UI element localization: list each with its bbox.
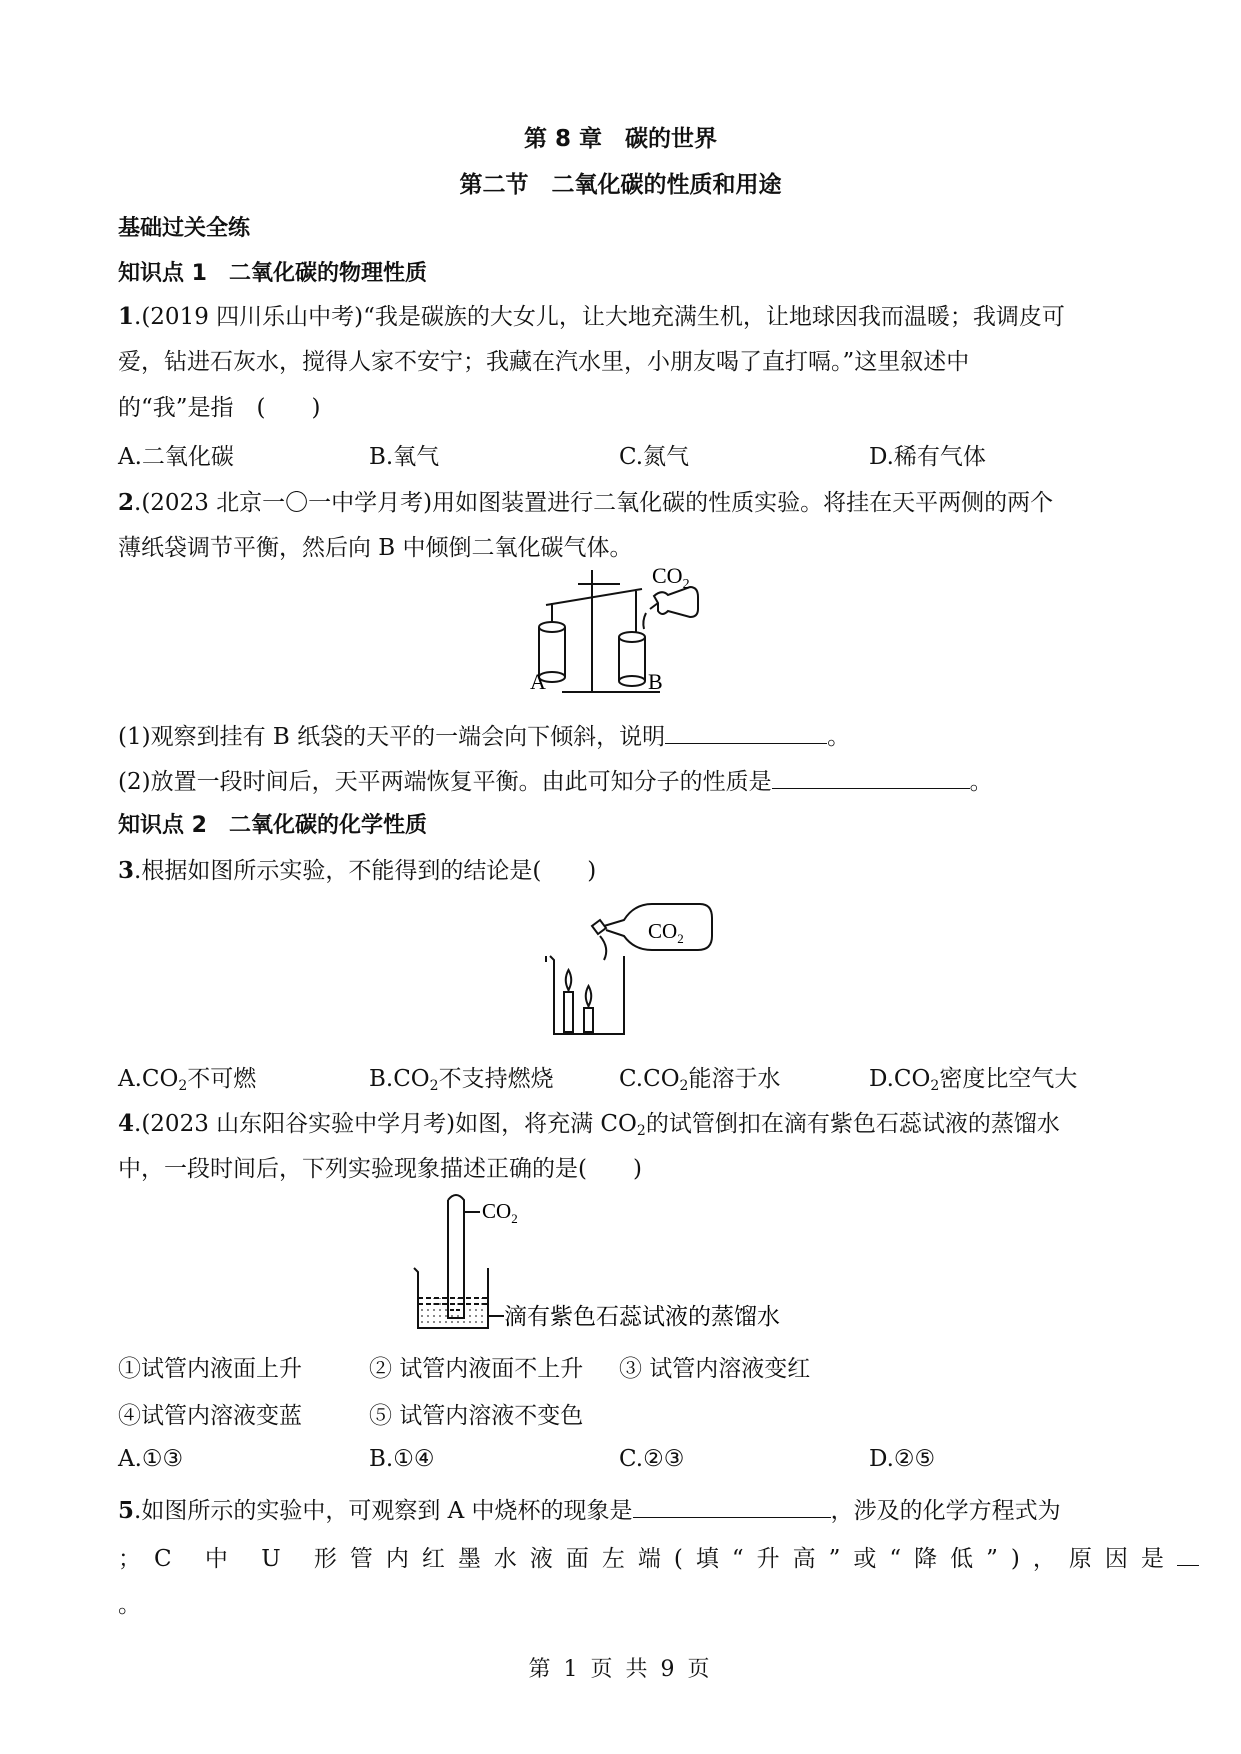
q4-items-row1 xyxy=(0,1350,1241,1380)
q1-option-b[interactable]: B.氧气 xyxy=(369,444,440,470)
q4-option-b[interactable]: B.①④ xyxy=(369,1446,435,1472)
q4-item-5: ⑤ 试管内溶液不变色 xyxy=(369,1403,584,1429)
q4-item-3: ③ 试管内溶液变红 xyxy=(619,1356,811,1382)
practice-title: 基础过关全练 xyxy=(118,216,251,241)
q4-option-c[interactable]: C.②③ xyxy=(619,1446,685,1472)
q3-options xyxy=(0,1060,1241,1094)
q2-sub2-blank[interactable] xyxy=(772,768,970,789)
q3-candle-figure xyxy=(540,896,720,1041)
q3-option-b[interactable]: $B.CO_2$不支持燃烧 xyxy=(369,1066,554,1094)
q1-line2: 爱，钻进石灰水，搅得人家不安宁；我藏在汽水里，小朋友喝了直打嗝。”这里叙述中 xyxy=(118,349,970,375)
q1-options xyxy=(0,438,1241,468)
q5-line2: ；C 中 U 形管内红墨水液面左端(填“升高”或“降低”)，原因是 xyxy=(118,1540,1199,1573)
q4-item-4: ④试管内溶液变蓝 xyxy=(118,1403,302,1429)
q2-line1: 2.(2023 北京一〇一中学月考)用如图装置进行二氧化碳的性质实验。将挂在天平两侧的两个 xyxy=(118,489,1054,516)
chapter-title: 第 8 章 碳的世界 xyxy=(523,126,718,152)
q2-label-a: A xyxy=(530,669,546,694)
q1-option-d[interactable]: D.稀有气体 xyxy=(869,444,986,470)
q4-option-d[interactable]: D.②⑤ xyxy=(869,1446,936,1472)
q2-co2-label: $CO_2$ xyxy=(652,565,690,592)
q4-item-2: ② 试管内液面不上升 xyxy=(369,1356,584,1382)
page-footer: 第 1 页 共 9 页 xyxy=(528,1657,713,1682)
q3-line1: 3.根据如图所示实验，不能得到的结论是( ) xyxy=(118,857,597,884)
section-title: 第二节 二氧化碳的性质和用途 xyxy=(459,172,782,198)
q1-line1: 1.(2019 四川乐山中考)“我是碳族的大女儿，让大地充满生机，让地球因我而温暖；我调皮可 xyxy=(118,303,1065,330)
q4-option-a[interactable]: A.①③ xyxy=(118,1446,184,1472)
q5-blank-1[interactable] xyxy=(633,1497,831,1518)
q1-line3: 的“我”是指 ( ) xyxy=(118,395,321,421)
q2-sub1-blank[interactable] xyxy=(665,723,827,744)
q4-items-row2 xyxy=(0,1397,1241,1427)
q2-sub2: (2)放置一段时间后，天平两端恢复平衡。由此可知分子的性质是 。 xyxy=(118,769,993,795)
q4-co2-label: $CO_2$ xyxy=(482,1199,518,1226)
q4-line2: 中，一段时间后，下列实验现象描述正确的是( ) xyxy=(118,1156,642,1182)
knowledge-point-1: 知识点 1 二氧化碳的物理性质 xyxy=(118,261,427,286)
q1-option-a[interactable]: A.二氧化碳 xyxy=(118,444,234,470)
q2-line2: 薄纸袋调节平衡，然后向 B 中倾倒二氧化碳气体。 xyxy=(118,535,633,561)
q5-blank-2[interactable] xyxy=(1177,1545,1199,1566)
q4-water-label: 滴有紫色石蕊试液的蒸馏水 xyxy=(504,1304,780,1330)
q3-option-c[interactable]: $C.CO_2$能溶于水 xyxy=(619,1066,781,1094)
q1-option-c[interactable]: C.氮气 xyxy=(619,444,690,470)
q2-sub1: (1)观察到挂有 B 纸袋的天平的一端会向下倾斜，说明 。 xyxy=(118,724,851,750)
q2-balance-figure xyxy=(530,565,720,700)
knowledge-point-2: 知识点 2 二氧化碳的化学性质 xyxy=(118,813,427,838)
q4-options xyxy=(0,1446,1241,1476)
q4-line1: 4.(2023 山东阳谷实验中学月考)如图，将充满 $CO_2$的试管倒扣在滴有紫色石蕊试液的蒸馏水 xyxy=(118,1110,1060,1139)
q5-line3: 。 xyxy=(118,1592,141,1618)
q3-option-a[interactable]: $A.CO_2$不可燃 xyxy=(118,1066,257,1094)
q5-line1: 5.如图所示的实验中，可观察到 A 中烧杯的现象是 ，涉及的化学方程式为 xyxy=(118,1497,1061,1524)
q2-label-b: B xyxy=(648,669,663,694)
q4-item-1: ①试管内液面上升 xyxy=(118,1356,302,1382)
q3-option-d[interactable]: $D.CO_2$密度比空气大 xyxy=(869,1066,1078,1094)
q3-co2-label: $CO_2$ xyxy=(648,919,684,946)
q4-test-tube-figure xyxy=(408,1188,838,1338)
